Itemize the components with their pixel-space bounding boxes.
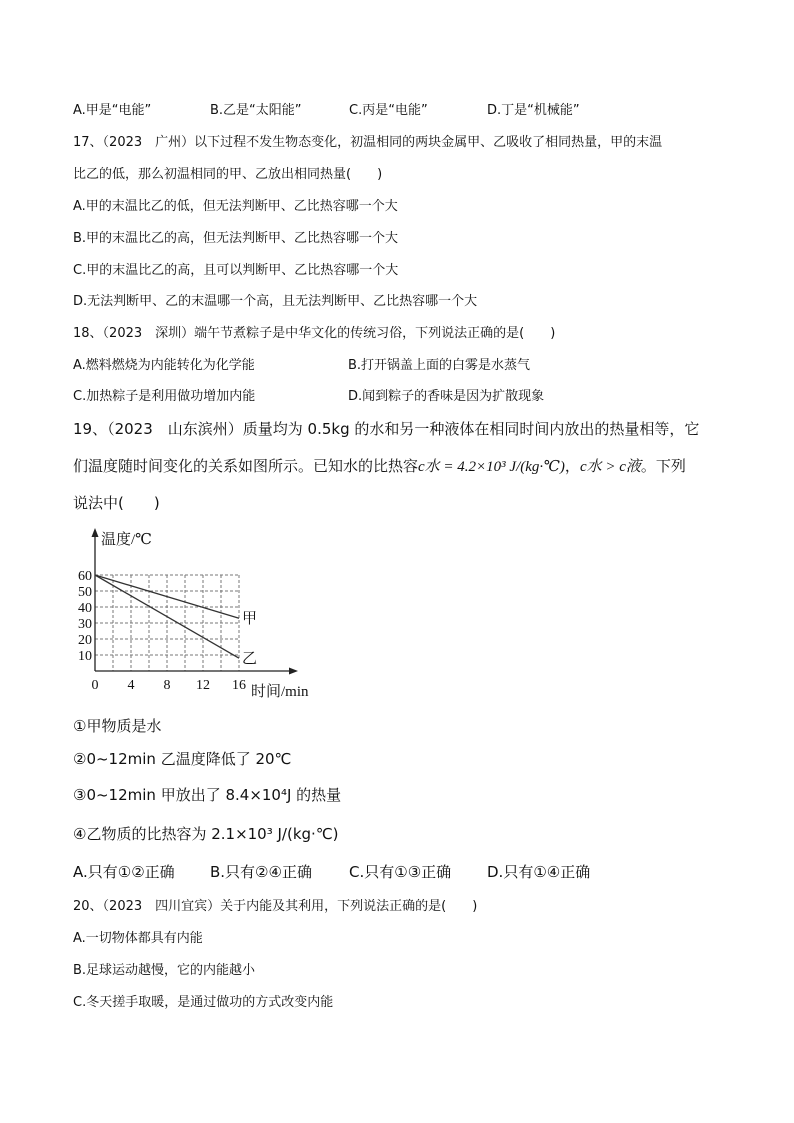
q19-statement-4: ④乙物质的比热容为 2.1×10³ J/(kg·℃)	[73, 825, 339, 843]
q19-option-d: D.只有①④正确	[487, 863, 591, 881]
q20-option-a: A.一切物体都具有内能	[73, 931, 203, 946]
y-tick-label: 30	[78, 617, 92, 632]
q19-separator: ，	[564, 457, 580, 475]
q16-option-c: C.丙是“电能”	[349, 103, 428, 118]
x-tick-label: 0	[91, 678, 99, 693]
q19-options	[73, 863, 713, 883]
y-axis-arrow	[92, 528, 99, 537]
q18-option-d: D.闻到粽子的香味是因为扩散现象	[348, 389, 545, 404]
q19-stem-line2	[73, 457, 686, 476]
q19-stem-line2-text: 们温度随时间变化的关系如图所示。已知水的比热容	[73, 457, 419, 475]
q19-option-a: A.只有①②正确	[73, 863, 175, 881]
q19-stem-line3: 说法中( )	[73, 494, 160, 512]
y-tick-label: 60	[78, 569, 92, 584]
y-tick-label: 50	[78, 585, 92, 600]
q18-option-b: B.打开锅盖上面的白雾是水蒸气	[348, 358, 531, 373]
q17-stem-line1: 17、（2023 广州）以下过程不发生物态变化，初温相同的两块金属甲、乙吸收了相同热量，甲的末温	[73, 135, 663, 150]
q19-formula-compare: c水 > c液	[579, 459, 641, 475]
series-label-1: 甲	[242, 611, 258, 628]
q19-option-b: B.只有②④正确	[210, 863, 312, 881]
q18-option-c: C.加热粽子是利用做功增加内能	[73, 389, 256, 404]
y-axis-label: 温度/℃	[101, 532, 152, 548]
q17-option-d: D.无法判断甲、乙的末温哪一个高，且无法判断甲、乙比热容哪一个大	[73, 294, 478, 309]
q16-option-b: B.乙是“太阳能”	[210, 103, 302, 118]
x-axis-label: 时间/min	[251, 684, 309, 700]
q17-option-a: A.甲的末温比乙的低，但无法判断甲、乙比热容哪一个大	[73, 199, 398, 214]
q20-stem: 20、（2023 四川宜宾）关于内能及其利用，下列说法正确的是( )	[73, 899, 478, 914]
q20-option-b: B.足球运动越慢，它的内能越小	[73, 963, 256, 978]
x-tick-label: 4	[127, 678, 135, 693]
q18-stem: 18、（2023 深圳）端午节煮粽子是中华文化的传统习俗，下列说法正确的是( )	[73, 326, 556, 341]
q19-option-c: C.只有①③正确	[349, 863, 452, 881]
y-tick-label: 20	[78, 633, 92, 648]
q19-statement-1: ①甲物质是水	[73, 717, 162, 735]
q19-statement-3: ③0~12min 甲放出了 8.4×10⁴J 的热量	[73, 786, 342, 804]
series-label-2: 乙	[242, 651, 258, 668]
y-tick-label: 40	[78, 601, 92, 616]
q16-options	[73, 102, 713, 120]
q16-option-d: D.丁是“机械能”	[487, 103, 580, 118]
q17-stem-line2: 比乙的低，那么初温相同的甲、乙放出相同热量( )	[73, 167, 383, 182]
q18-option-a: A.燃料燃烧为内能转化为化学能	[73, 358, 255, 373]
q17-option-c: C.甲的末温比乙的高，且可以判断甲、乙比热容哪一个大	[73, 263, 399, 278]
q19-formula-c-water: c水 = 4.2×10³ J/(kg·℃)	[418, 459, 565, 475]
x-tick-label: 16	[232, 678, 246, 693]
q16-option-a: A.甲是“电能”	[73, 103, 152, 118]
q19-stem-line1: 19、（2023 山东滨州）质量均为 0.5kg 的水和另一种液体在相同时间内放出的热量相等，它	[73, 420, 700, 438]
q17-option-b: B.甲的末温比乙的高，但无法判断甲、乙比热容哪一个大	[73, 231, 399, 246]
x-tick-label: 12	[196, 678, 210, 693]
y-tick-label: 10	[78, 649, 92, 664]
x-axis-arrow	[289, 668, 298, 675]
temperature-time-chart	[78, 525, 338, 705]
q19-stem-line2-end: 。下列	[640, 457, 686, 475]
q20-option-c: C.冬天搓手取暖，是通过做功的方式改变内能	[73, 995, 334, 1010]
q19-statement-2: ②0~12min 乙温度降低了 20℃	[73, 750, 292, 768]
x-tick-label: 8	[163, 678, 171, 693]
